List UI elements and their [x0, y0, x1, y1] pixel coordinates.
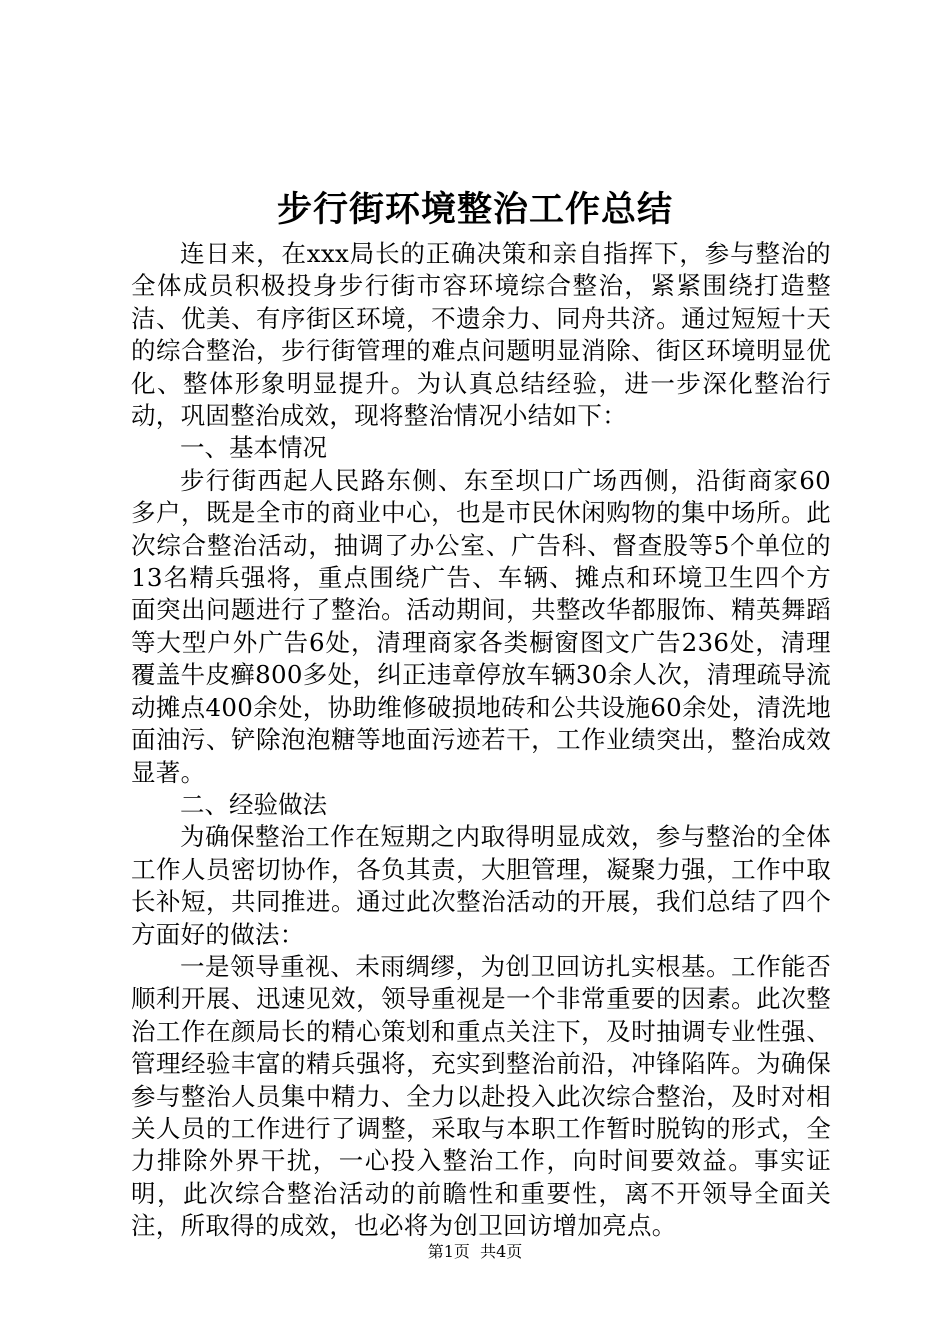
experience-intro-paragraph: 为确保整治工作在短期之内取得明显成效，参与整治的全体工作人员密切协作，各负其责，大胆管理，凝聚力强，工作中取长补短，共同推进。通过此次整治活动的开展，我们总结了四个方面好的做法：	[131, 822, 831, 949]
document-body	[131, 238, 831, 1243]
intro-paragraph: 连日来，在xxx局长的正确决策和亲自指挥下，参与整治的全体成员积极投身步行街市容环境综合整治，紧紧围绕打造整洁、优美、有序街区环境，不遗余力、同舟共济。通过短短十天的综合整治，步行街管理的难点问题明显消除、街区环境明显优化、整体形象明显提升。为认真总结经验，进一步深化整治行动，巩固整治成效，现将整治情况小结如下：	[131, 239, 831, 431]
point-one-paragraph: 一是领导重视、未雨绸缪，为创卫回访扎实根基。工作能否顺利开展、迅速见效，领导重视是一个非常重要的因素。此次整治工作在颜局长的精心策划和重点关注下，及时抽调专业性强、管理经验丰富的精兵强将，充实到整治前沿，冲锋陷阵。为确保参与整治人员集中精力、全力以赴投入此次综合整治，及时对相关人员的工作进行了调整，采取与本职工作暂时脱钩的形式，全力排除外界干扰，一心投入整治工作，向时间要效益。事实证明，此次综合整治活动的前瞻性和重要性，离不开领导全面关注，所取得的成效，也必将为创卫回访增加亮点。	[131, 951, 831, 1241]
section-heading-basic: 一、基本情况	[180, 433, 327, 463]
basic-situation-paragraph: 步行街西起人民路东侧、东至坝口广场西侧，沿街商家60多户，既是全市的商业中心，也是市民休闲购物的集中场所。此次综合整治活动，抽调了办公室、广告科、督查股等5个单位的13名精兵强将，重点围绕广告、车辆、摊点和环境卫生四个方面突出问题进行了整治。活动期间，共整改华都服饰、精英舞蹈等大型户外广告6处，清理商家各类橱窗图文广告236处，清理覆盖牛皮癣800多处，纠正违章停放车辆30余人次，清理疏导流动摊点400余处，协助维修破损地砖和公共设施60余处，清洗地面油污、铲除泡泡糖等地面污迹若干，工作业绩突出，整治成效显著。	[131, 465, 831, 787]
section-heading-experience: 二、经验做法	[180, 789, 327, 819]
document-title: 步行街环境整治工作总结	[276, 189, 673, 230]
page-number-footer: 第1页 共4页	[427, 1242, 523, 1261]
